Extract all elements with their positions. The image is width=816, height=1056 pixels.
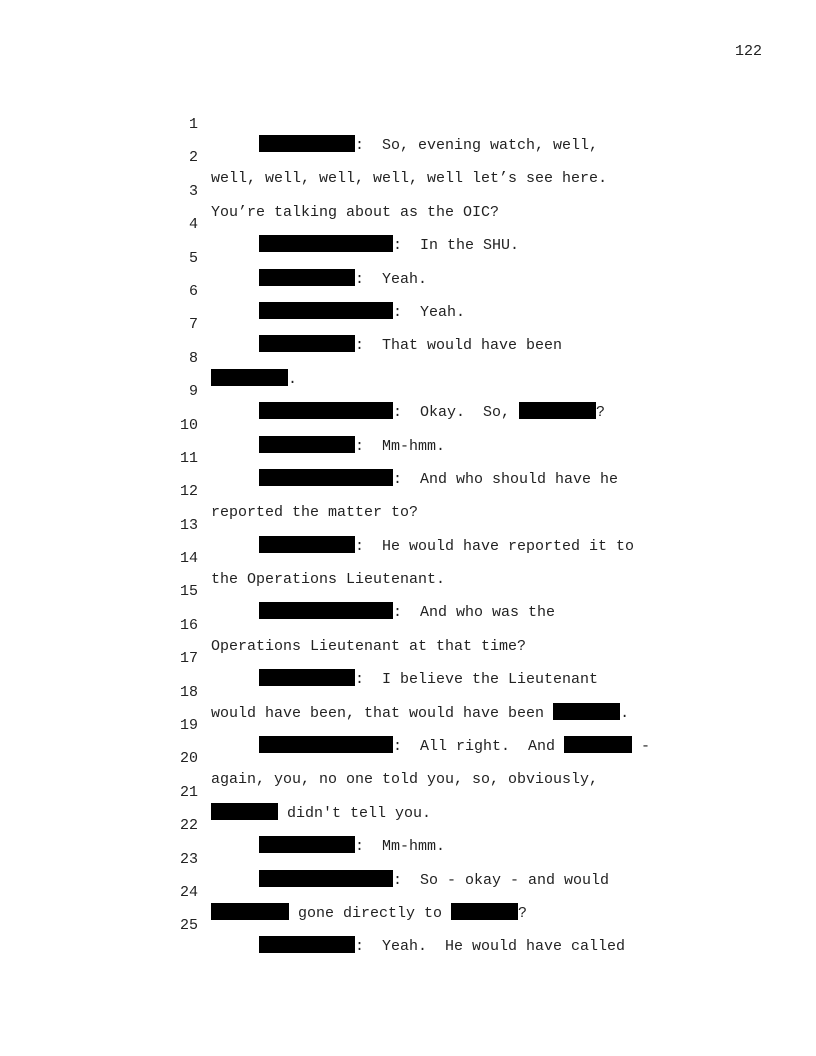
transcript-line xyxy=(0,727,816,789)
transcript-line xyxy=(0,160,816,221)
line-number: 15 xyxy=(179,583,198,601)
line-text: : In the SHU. xyxy=(259,235,519,256)
line-number: 19 xyxy=(179,717,198,735)
transcript-line xyxy=(0,594,816,655)
line-number: 11 xyxy=(179,449,198,467)
line-number: 24 xyxy=(179,883,198,901)
line-number: 6 xyxy=(188,282,198,300)
line-text: Operations Lieutenant at that time? xyxy=(211,637,527,655)
line-text: : I believe the Lieutenant xyxy=(259,669,598,690)
line-text: again, you, no one told you, so, obviously, xyxy=(211,771,599,789)
line-number: 23 xyxy=(179,850,198,868)
line-number: 22 xyxy=(179,817,198,835)
line-text: : Okay. So, ? xyxy=(259,402,605,423)
line-number: 14 xyxy=(179,550,198,568)
transcript-line xyxy=(0,394,816,455)
transcript-line xyxy=(0,360,816,422)
transcript-line xyxy=(0,828,816,889)
line-number: 9 xyxy=(188,383,198,401)
line-text: : That would have been xyxy=(259,335,562,356)
transcript-line xyxy=(0,894,816,956)
transcript-line xyxy=(0,193,816,255)
line-text: : He would have reported it to xyxy=(259,536,634,557)
line-number: 25 xyxy=(179,917,198,935)
transcript-line xyxy=(0,861,816,922)
line-text: reported the matter to? xyxy=(211,504,419,522)
transcript-line xyxy=(0,327,816,388)
line-text: would have been, that would have been . xyxy=(211,704,630,722)
line-number: 1 xyxy=(188,116,198,133)
line-text: : And who was the xyxy=(259,602,555,623)
line-text: gone directly to ? xyxy=(211,903,527,924)
line-number: 16 xyxy=(179,616,198,634)
line-text: : All right. And - xyxy=(259,736,650,757)
line-text: the Operations Lieutenant. xyxy=(211,571,446,589)
transcript-body xyxy=(0,93,816,956)
line-number: 21 xyxy=(179,783,198,801)
line-text: You’re talking about as the OIC? xyxy=(211,203,500,221)
line-number: 18 xyxy=(179,683,198,701)
line-number: 12 xyxy=(179,483,198,501)
transcript-line xyxy=(0,427,816,488)
transcript-line xyxy=(0,227,816,288)
page-number: 122 xyxy=(734,43,762,60)
transcript-line xyxy=(0,460,816,522)
transcript-line xyxy=(0,794,816,856)
line-text: : So, evening watch, well, xyxy=(259,135,598,156)
transcript-line xyxy=(0,661,816,722)
line-number: 4 xyxy=(188,216,198,234)
transcript-line xyxy=(0,527,816,589)
line-number: 20 xyxy=(179,750,198,768)
line-number: 2 xyxy=(188,149,198,167)
transcript-line xyxy=(0,93,816,154)
line-text: didn't tell you. xyxy=(211,803,431,824)
transcript-line xyxy=(0,627,816,689)
line-text: : Mm-hmm. xyxy=(259,836,445,857)
line-number: 17 xyxy=(179,650,198,668)
line-text: : Mm-hmm. xyxy=(259,436,445,457)
transcript-line xyxy=(0,494,816,555)
transcript-line xyxy=(0,761,816,822)
line-number: 3 xyxy=(188,182,198,200)
line-text: : And who should have he xyxy=(259,469,618,490)
line-number: 7 xyxy=(188,316,198,334)
line-text: : Yeah. xyxy=(259,269,427,290)
line-number: 13 xyxy=(179,516,198,534)
redaction-block xyxy=(259,936,355,953)
line-number: 5 xyxy=(188,249,198,267)
transcript-line xyxy=(0,560,816,622)
transcript-line xyxy=(0,694,816,756)
line-text: : Yeah. He would have called xyxy=(259,936,625,957)
line-text: . xyxy=(211,369,297,390)
line-text: : So - okay - and would xyxy=(259,870,609,891)
transcript-line xyxy=(0,126,816,188)
line-number: 10 xyxy=(179,416,198,434)
transcript-line xyxy=(0,260,816,321)
line-text: well, well, well, well, well let’s see here. xyxy=(211,170,608,188)
line-number: 8 xyxy=(188,349,198,367)
line-text: : Yeah. xyxy=(259,302,465,323)
transcript-line xyxy=(0,293,816,355)
